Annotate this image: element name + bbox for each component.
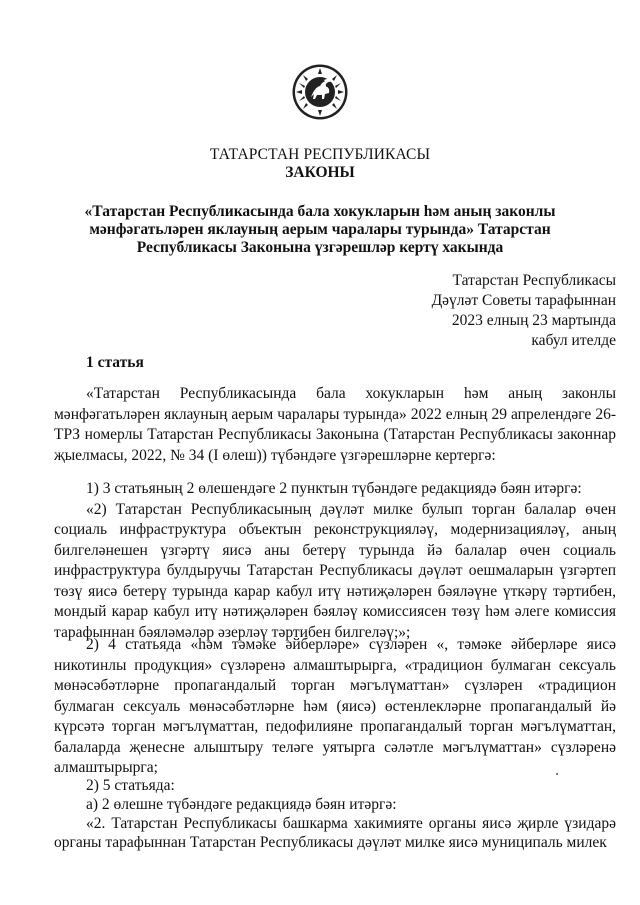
adoption-line-2: Дәүләт Советы тарафыннан [431,292,616,309]
item-1-lead: 1) 3 статьяның 2 өлешендәге 2 пунктын түбәндәге редакциядә бәян итәргә: [86,480,582,497]
paragraph-item-3 [54,776,616,852]
republic-name: ТАТАРСТАН РЕСПУБЛИКАСЫ [209,146,431,163]
item-3-text: «2. Татарстан Республикасы башкарма хакимияте органы яисә җирле үзидарә органы тарафыннан Татарстан Республикасы дәүләт милке яисә муниципаль милек [54,815,616,851]
item-3-sub: а) 2 өлешне түбәндәге редакциядә бәян итәргә: [86,796,397,813]
law-title: «Татарстан Республикасында бала хокукларын һәм аның законлы мәнфәгатьләрен яклауның аерым чаралары турында» Татарстан Республикасы Законына үзгәрешләр кертү хакында [84,203,556,256]
paragraph-item-1 [54,479,616,643]
document-type: ЗАКОНЫ [285,164,355,181]
item-3-lead: 2) 5 статьяда: [86,777,175,794]
adoption-line-1: Татарстан Республикасы [452,272,616,289]
adoption-line-4: кабул ителде [531,332,616,349]
paragraph-item-2: 2) 4 статьяда «һәм тәмәке әйберләре» сүзләрен «, тәмәке әйберләре яисә никотинлы продукция» сүзләренә алмаштырырга, «традицион булмаган сексуаль мөнәсәбәтләрне пропагандалый торган мәгълүматтан» сүзләрен «традицион булмаган сексуаль мөнәсәбәтләрне һәм (яисә) өстенлекләрне пропагандалый йә күрсәтә торган мәгълүматтан, педофилияне пропагандалый торган мәгълүматтан, балаларда җенесне алыштыру теләге уятырга сәләтле мәгълүматтан» сүзләренә алмаштырырга; [54,636,616,776]
coat-of-arms-emblem [291,63,349,121]
paragraph-intro: «Татарстан Республикасында бала хокукларын һәм аның законлы мәнфәгатьләрен яклауның аерым чаралары турында» 2022 елның 29 апрелендәге 26-ТРЗ номерлы Татарстан Республикасы Законына (Татарстан Республикасы законнар җыелмасы, 2022, № 34 (I өлеш)) түбәндәге үзгәрешләрне кертергә: [54,385,616,464]
item-1-text: «2) Татарстан Республикасының дәүләт милке булып торган балалар өчен социаль инфраструктура объектын реконструкцияләү, модернизацияләү, аның билгеләнешен үзгәртү яисә аны бетерү турында йә балалар өчен социаль инфраструктура булдыручы Татарстан Республикасы дәүләт оешмаларын үзгәртеп төзү яисә бетерү турында карар кабул итү нәтиҗәләрен бәяләүне үткәрү тәртибен, мондый карар кабул итү нәтиҗәләрен бәяләү комиссиясен төзү һәм әлеге комиссия тарафыннан бәяләмәләр әзерләү тәртибен билгеләү;»; [54,500,616,641]
article-heading: 1 статья [86,354,144,371]
adoption-line-3: 2023 елның 23 мартында [451,312,616,329]
scan-speck [556,773,558,775]
adoption-note [432,271,616,351]
